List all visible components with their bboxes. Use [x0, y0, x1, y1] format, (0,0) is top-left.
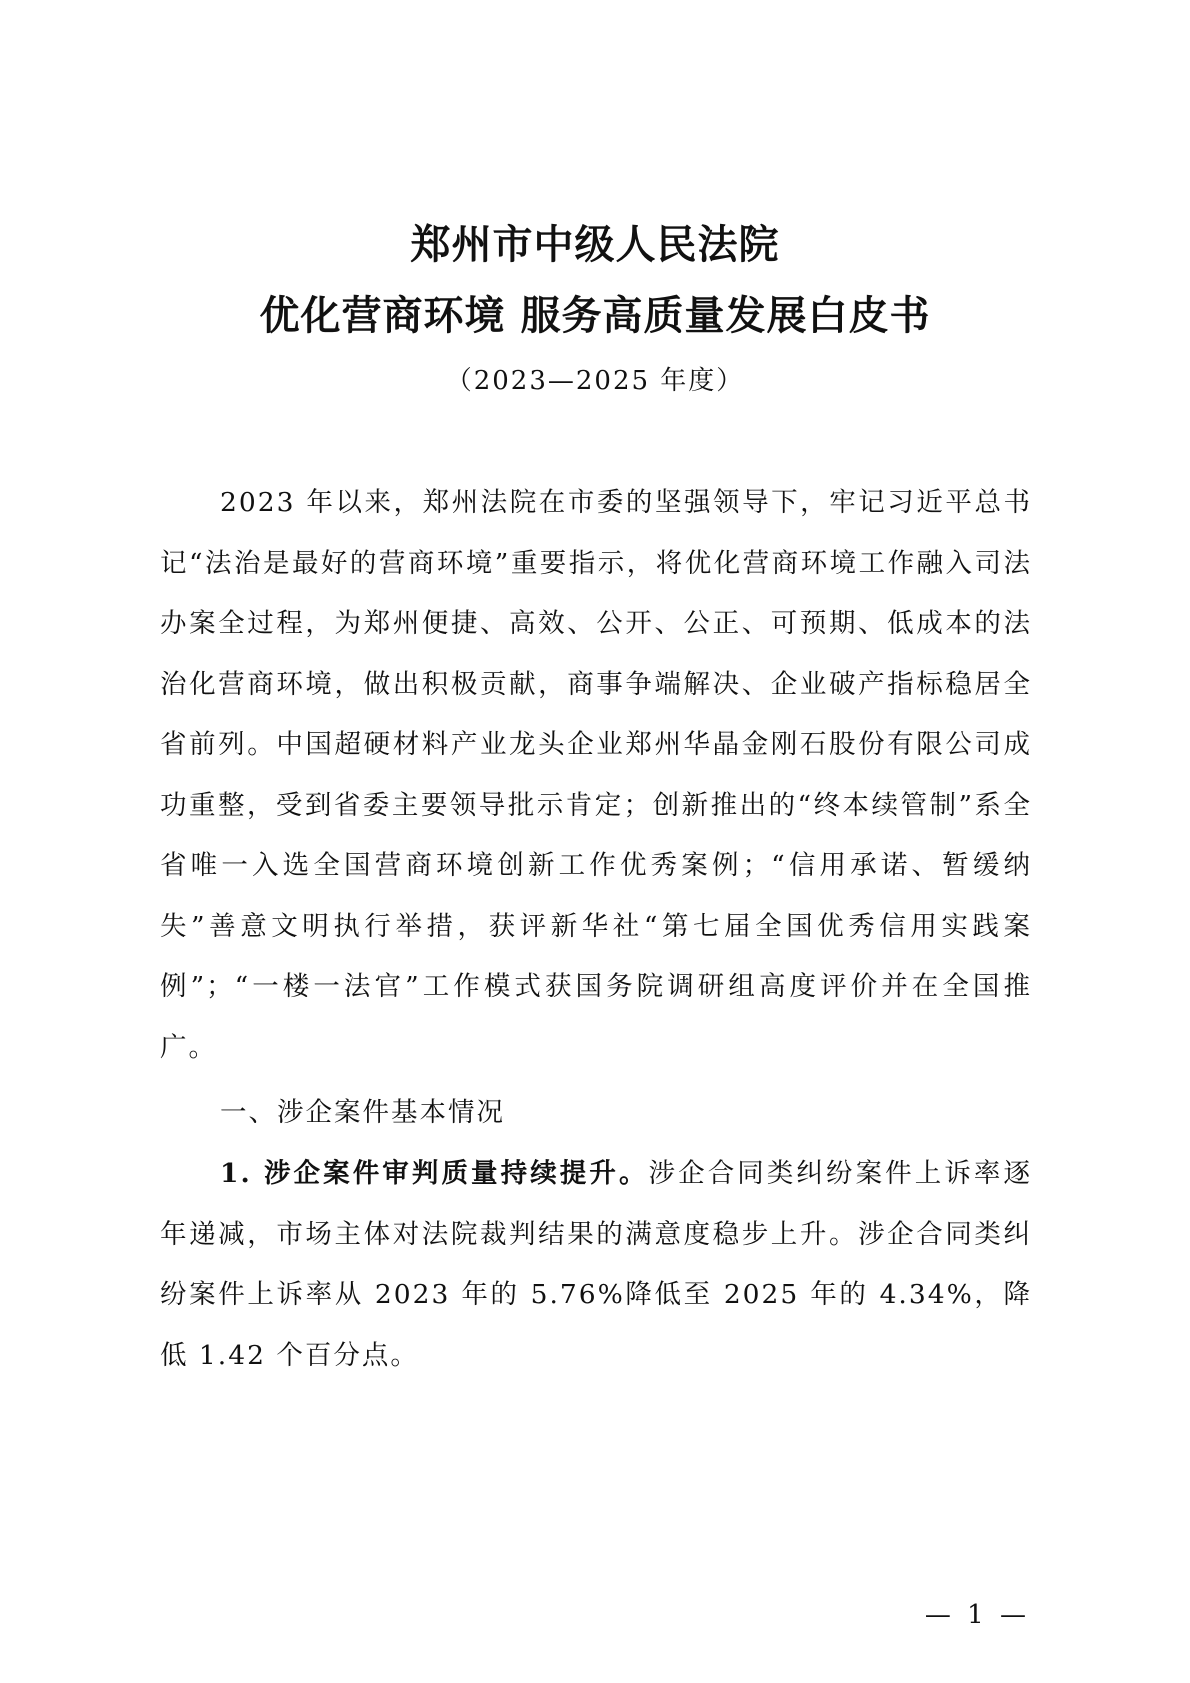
intro-paragraph: 2023 年以来，郑州法院在市委的坚强领导下，牢记习近平总书记“法治是最好的营商环境”重要指示，将优化营商环境工作融入司法办案全过程，为郑州便捷、高效、公开、公正、可预期、低成本的法治化营商环境，做出积极贡献，商事争端解决、企业破产指标稳居全省前列。中国超硬材料产业龙头企业郑州华晶金刚石股份有限公司成功重整，受到省委主要领导批示肯定；创新推出的“终本续管制”系全省唯一入选全国营商环境创新工作优秀案例；“信用承诺、暂缓纳失”善意文明执行举措，获评新华社“第七届全国优秀信用实践案例”；“一楼一法官”工作模式获国务院调研组高度评价并在全国推广。	[160, 487, 1032, 1063]
document-title-line-1: 郑州市中级人民法院	[410, 221, 780, 268]
paragraph-1-lead: 1. 涉企案件审判质量持续提升。	[220, 1158, 649, 1189]
paragraph-1-body: 涉企合同类纠纷案件上诉率逐年递减，市场主体对法院裁判结果的满意度稳步上升。涉企合同类纠纷案件上诉率从 2023 年的 5.76%降低至 2025 年的 4.34%，降低 1.42 个百分点。	[160, 1158, 1033, 1371]
paragraph-1	[160, 1144, 1032, 1386]
page-number: — 1 —	[924, 1600, 1030, 1630]
document-year-range: （2023—2025 年度）	[445, 366, 745, 396]
section-heading-1: 一、涉企案件基本情况	[220, 1097, 505, 1128]
document-title-line-2: 优化营商环境 服务高质量发展白皮书	[259, 292, 931, 339]
